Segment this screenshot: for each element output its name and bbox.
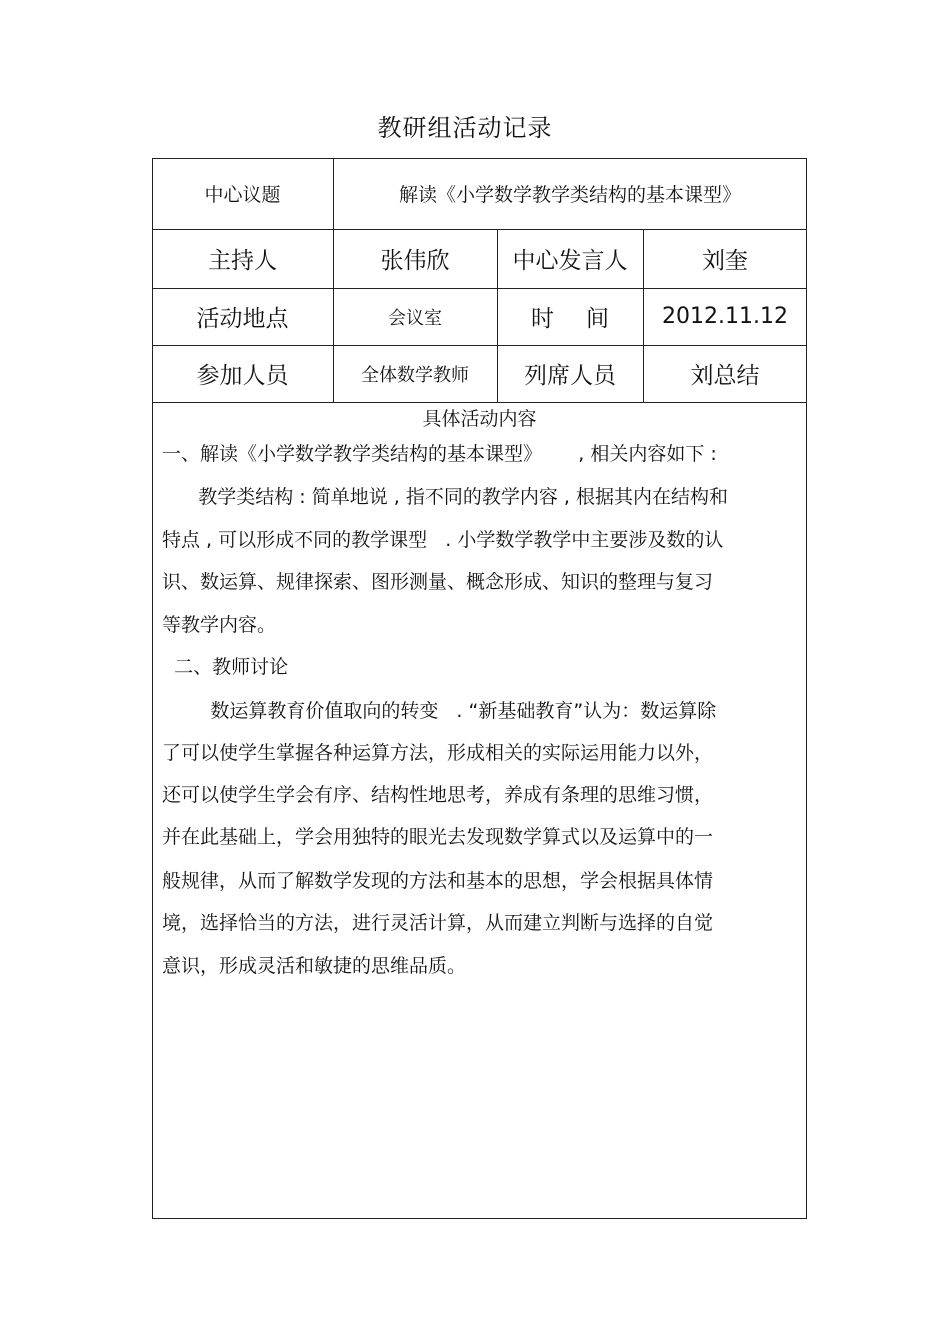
content-line: 一、解读《小学数学教学类结构的基本课型》 , 相关内容如下 : (162, 443, 717, 465)
time-value: 2012.11.12 (662, 304, 788, 329)
content-line: 等教学内容。 (162, 614, 277, 636)
content-line: 数运算教育价值取向的转变 . “新基础教育”认为：数运算除 (162, 700, 717, 722)
topic-label: 中心议题 (204, 184, 281, 206)
place-value: 会议室 (388, 307, 442, 329)
content-line: 教学类结构 : 简单地说 , 指不同的教学内容 , 根据其内在结构和 (162, 486, 728, 508)
content-line: 了可以使学生掌握各种运算方法，形成相关的实际运用能力以外， (162, 742, 714, 764)
speaker-label: 中心发言人 (512, 248, 628, 274)
time-label: 时间 (531, 306, 641, 332)
speaker-value: 刘奎 (702, 248, 748, 274)
content-line: 还可以使学生学会有序、结构性地思考，养成有条理的思维习惯， (162, 784, 714, 806)
attendees-value: 全体数学教师 (361, 364, 469, 386)
content-line: 特点 , 可以形成不同的教学课型 . 小学数学教学中主要涉及数的认 (162, 529, 724, 551)
content-heading: 具体活动内容 (422, 408, 537, 430)
content-line: 般规律，从而了解数学发现的方法和基本的思想，学会根据具体情 (162, 870, 714, 892)
row-divider (152, 402, 807, 403)
guest-label: 列席人员 (524, 363, 616, 389)
host-value: 张伟欣 (380, 248, 450, 274)
content-line: 并在此基础上，学会用独特的眼光去发现数学算式以及运算中的一 (162, 826, 714, 848)
guest-value: 刘总结 (690, 363, 760, 389)
content-line: 识、数运算、规律探索、图形测量、概念形成、知识的整理与复习 (162, 571, 714, 593)
attendees-label: 参加人员 (196, 363, 289, 389)
page-title: 教研组活动记录 (377, 114, 553, 142)
host-label: 主持人 (208, 248, 277, 274)
topic-value: 解读《小学数学教学类结构的基本课型》 (398, 184, 741, 206)
content-line: 意识，形成灵活和敏捷的思维品质。 (162, 955, 467, 977)
place-label: 活动地点 (196, 306, 289, 332)
content-line: 境，选择恰当的方法，进行灵活计算，从而建立判断与选择的自觉 (162, 912, 714, 934)
content-line: 二、教师讨论 (162, 656, 289, 678)
